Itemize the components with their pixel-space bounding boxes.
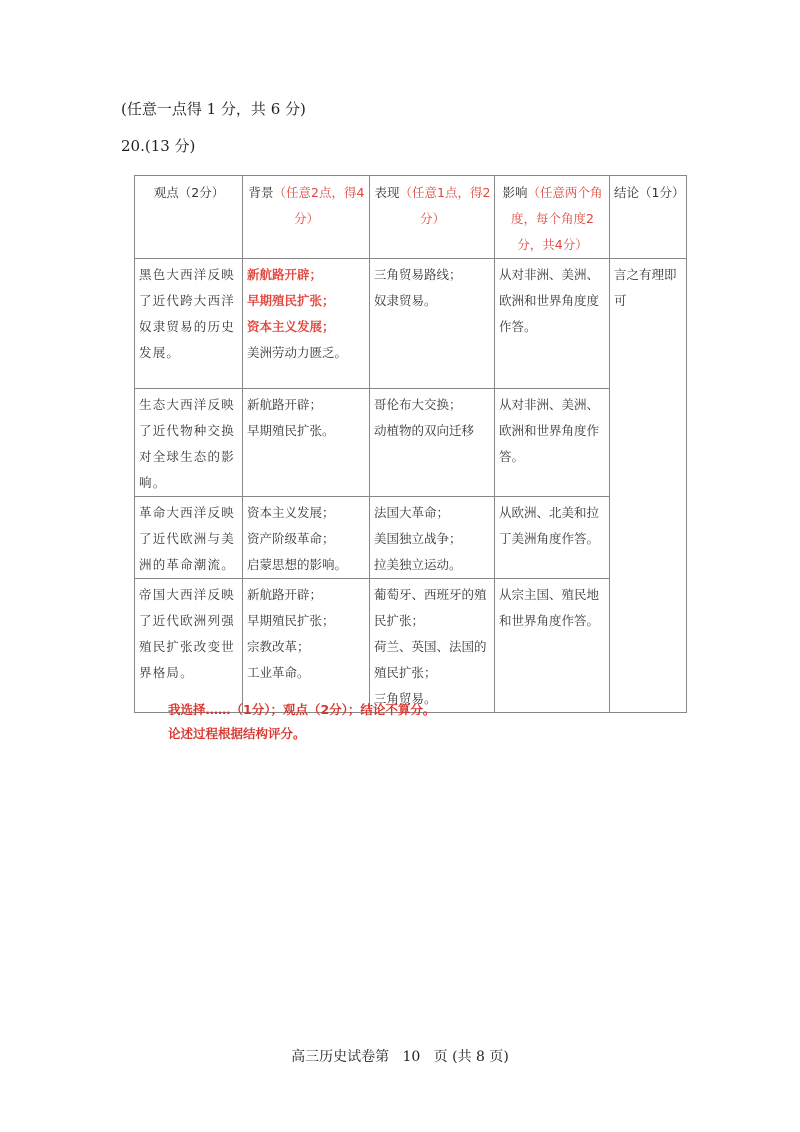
cell-background: 新航路开辟； 早期殖民扩张。 [243,389,370,497]
cell-viewpoint: 黑色大西洋反映了近代跨大西洋奴隶贸易的历史发展。 [135,259,243,389]
grading-note: 我选择……（1分）；观点（2分）；结论不算分。 [168,702,436,717]
cell-viewpoint: 生态大西洋反映了近代物种交换对全球生态的影响。 [135,389,243,497]
header-impact-score: （任意两个角度，每个角度2分，共4分） [511,185,603,252]
cell-impact: 从对非洲、美洲、欧洲和世界角度作答。 [495,389,610,497]
background-red-item: 新航路开辟； [247,267,323,282]
cell-performance: 法国大革命； 美国独立战争； 拉美独立运动。 [370,497,495,579]
background-red-item: 资本主义发展； [247,319,335,334]
cell-conclusion: 言之有理即可 [610,259,687,713]
table-row [135,579,687,713]
page-footer: 高三历史试卷第 10 页 (共 8 页) [291,1049,509,1065]
question-number: 20.(13 分) [121,137,196,155]
header-background [243,176,370,259]
cell-background [243,259,370,389]
background-red-item: 早期殖民扩张； [247,293,335,308]
cell-background: 新航路开辟； 早期殖民扩张； 宗教改革； 工业革命。 [243,579,370,713]
header-impact-label: 影响 [502,185,528,200]
table-row [135,497,687,579]
cell-viewpoint: 帝国大西洋反映了近代欧洲列强殖民扩张改变世界格局。 [135,579,243,713]
cell-impact: 从欧洲、北美和拉丁美洲角度作答。 [495,497,610,579]
answer-table [134,175,687,713]
header-viewpoint: 观点（2分） [135,176,243,259]
cell-viewpoint: 革命大西洋反映了近代欧洲与美洲的革命潮流。 [135,497,243,579]
cell-background: 资本主义发展； 资产阶级革命； 启蒙思想的影响。 [243,497,370,579]
header-background-label: 背景 [248,185,274,200]
header-performance-score: （任意1点，得2分） [399,185,491,226]
table-row [135,259,687,389]
header-performance [370,176,495,259]
table-row [135,389,687,497]
grading-note: 论述过程根据结构评分。 [168,726,306,741]
answer-table-container [134,175,686,706]
background-item: 美洲劳动力匮乏。 [247,345,348,360]
cell-performance: 三角贸易路线； 奴隶贸易。 [370,259,495,389]
scoring-note: (任意一点得 1 分，共 6 分) [121,100,306,118]
header-impact [495,176,610,259]
cell-performance: 哥伦布大交换； 动植物的双向迁移 [370,389,495,497]
cell-impact: 从对非洲、美洲、欧洲和世界角度度作答。 [495,259,610,389]
header-conclusion: 结论（1分） [610,176,687,259]
header-performance-label: 表现 [374,185,400,200]
cell-performance: 葡萄牙、西班牙的殖民扩张； 荷兰、英国、法国的殖民扩张； 三角贸易。 [370,579,495,713]
cell-impact: 从宗主国、殖民地和世界角度作答。 [495,579,610,713]
header-background-score: （任意2点，得4分） [273,185,365,226]
header-row [135,176,687,259]
